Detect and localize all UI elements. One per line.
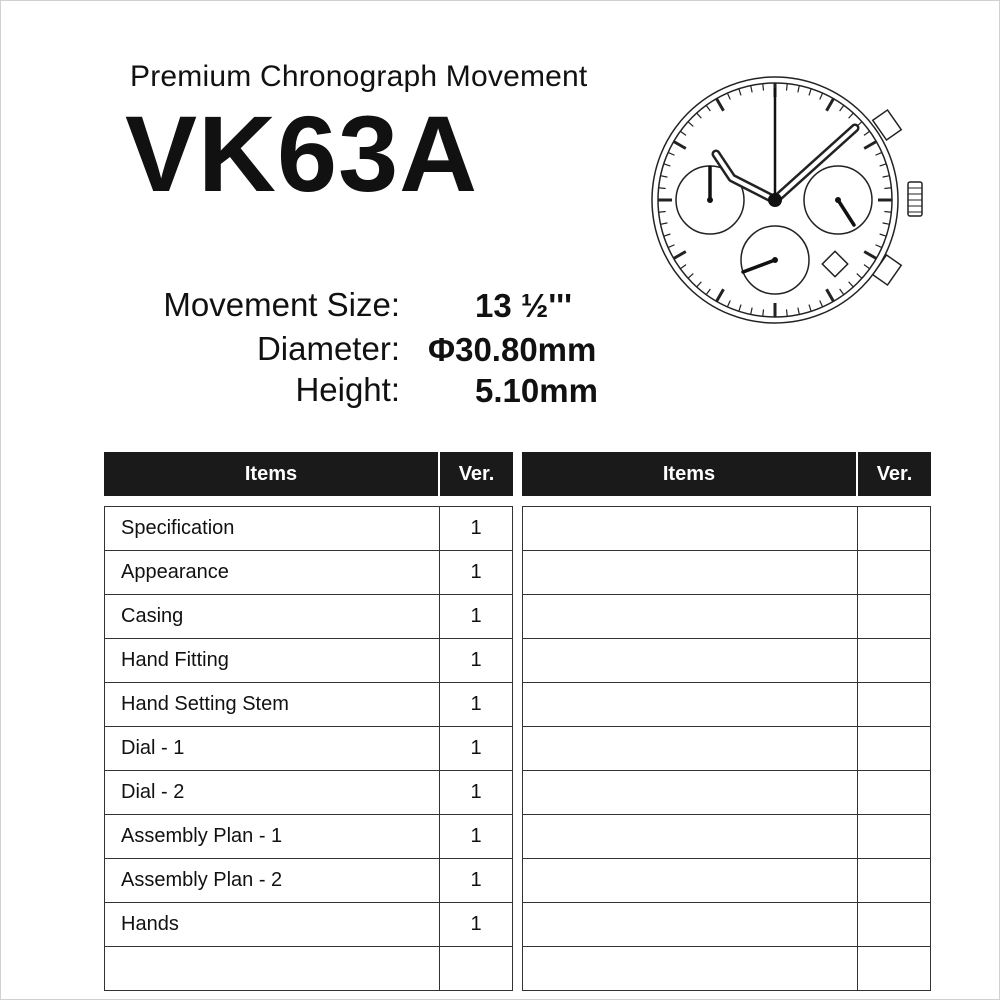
item-cell	[522, 947, 858, 991]
dial-tick	[680, 265, 686, 269]
version-cell	[858, 859, 931, 903]
version-cell: 1	[440, 771, 513, 815]
table-row	[104, 771, 513, 815]
dial-tick	[706, 289, 710, 295]
table-row	[522, 815, 931, 859]
dial-tick	[668, 152, 674, 155]
version-cell: 1	[440, 551, 513, 595]
item-cell	[522, 859, 858, 903]
table-row	[522, 859, 931, 903]
table-row	[104, 903, 513, 947]
table-row	[522, 903, 931, 947]
dial-tick	[697, 282, 702, 287]
right-items-table	[522, 452, 931, 991]
right-table-spacer	[522, 496, 931, 506]
dial-tick	[864, 252, 876, 259]
spec-label-height: Height:	[295, 371, 400, 408]
dial-tick	[827, 289, 834, 301]
left-items-table	[104, 452, 513, 991]
dial-tick	[840, 289, 844, 295]
version-cell	[858, 815, 931, 859]
dial-tick	[659, 188, 666, 189]
item-cell: Hand Fitting	[104, 639, 440, 683]
left-table-spacer	[104, 496, 513, 506]
dial-tick	[739, 305, 741, 312]
document-subtitle: Premium Chronograph Movement	[130, 60, 588, 93]
dial-tick	[798, 308, 799, 315]
left-items-header: Items	[104, 452, 440, 496]
date-window	[822, 251, 847, 276]
dial-tick	[727, 300, 730, 306]
version-cell: 1	[440, 815, 513, 859]
spec-label-movement-size: Movement Size:	[163, 286, 400, 323]
dial-tick	[674, 252, 686, 259]
table-row	[104, 947, 513, 991]
item-cell: Assembly Plan - 1	[104, 815, 440, 859]
version-cell	[858, 639, 931, 683]
table-row	[522, 506, 931, 551]
dial-tick	[706, 105, 710, 111]
table-row	[522, 683, 931, 727]
dial-tick	[763, 84, 764, 91]
dial-tick	[727, 93, 730, 99]
dial-tick	[751, 86, 752, 93]
item-cell	[522, 727, 858, 771]
item-cell: Hands	[104, 903, 440, 947]
item-cell	[522, 506, 858, 551]
item-cell: Casing	[104, 595, 440, 639]
spec-value-movement-size: 13 ½'''	[475, 287, 572, 324]
dial-tick	[820, 300, 823, 306]
table-row	[104, 639, 513, 683]
table-row	[104, 595, 513, 639]
dial-tick	[659, 211, 666, 212]
chronograph-watch-dial-icon	[640, 70, 940, 340]
dial-tick	[884, 211, 891, 212]
version-cell	[858, 771, 931, 815]
item-cell	[522, 903, 858, 947]
dial-tick	[864, 142, 876, 149]
version-cell	[858, 903, 931, 947]
crown	[908, 182, 922, 216]
item-cell: Assembly Plan - 2	[104, 859, 440, 903]
item-cell: Dial - 1	[104, 727, 440, 771]
dial-tick	[668, 245, 674, 248]
spec-label-diameter: Diameter:	[256, 330, 400, 367]
version-cell: 1	[440, 506, 513, 551]
item-cell	[522, 771, 858, 815]
table-row	[522, 947, 931, 991]
dial-tick	[688, 274, 693, 279]
dial-tick	[857, 274, 862, 279]
version-cell: 1	[440, 859, 513, 903]
dial-tick	[798, 86, 799, 93]
dial-tick	[664, 164, 671, 166]
version-cell	[858, 727, 931, 771]
dial-tick	[827, 99, 834, 111]
dial-tick	[717, 289, 724, 301]
table-row	[522, 551, 931, 595]
item-cell	[522, 683, 858, 727]
dial-tick	[717, 99, 724, 111]
dial-tick	[820, 93, 823, 99]
dial-tick	[883, 223, 890, 224]
item-cell	[522, 551, 858, 595]
version-cell: 1	[440, 639, 513, 683]
dial-tick	[661, 223, 668, 224]
table-row	[522, 727, 931, 771]
table-row	[104, 683, 513, 727]
table-row	[104, 859, 513, 903]
dial-tick	[751, 308, 752, 315]
dial-tick	[809, 89, 811, 96]
table-row	[522, 595, 931, 639]
spec-value-diameter: Φ30.80mm	[428, 331, 597, 368]
dial-tick	[674, 142, 686, 149]
dial-tick	[786, 309, 787, 316]
version-cell	[858, 551, 931, 595]
right-ver-header: Ver.	[858, 452, 931, 496]
dial-tick	[849, 113, 854, 118]
dial-tick	[864, 131, 870, 135]
item-cell: Appearance	[104, 551, 440, 595]
version-cell	[858, 947, 931, 991]
version-cell	[858, 683, 931, 727]
version-cell	[858, 595, 931, 639]
dial-tick	[739, 89, 741, 96]
item-cell	[522, 595, 858, 639]
table-row	[104, 727, 513, 771]
right-items-header: Items	[522, 452, 858, 496]
dial-tick	[880, 234, 887, 236]
item-cell: Dial - 2	[104, 771, 440, 815]
item-cell	[104, 947, 440, 991]
version-cell: 1	[440, 903, 513, 947]
version-cell	[440, 947, 513, 991]
dial-tick	[680, 131, 686, 135]
dial-tick	[849, 282, 854, 287]
dial-tick	[875, 245, 881, 248]
dial-tick	[688, 122, 693, 127]
table-row	[104, 551, 513, 595]
dial-tick	[864, 265, 870, 269]
dial-tick	[840, 105, 844, 111]
item-cell: Hand Setting Stem	[104, 683, 440, 727]
dial-tick	[786, 84, 787, 91]
version-cell: 1	[440, 727, 513, 771]
table-row	[522, 771, 931, 815]
dial-tick	[763, 309, 764, 316]
item-cell: Specification	[104, 506, 440, 551]
dial-tick	[880, 164, 887, 166]
dial-tick	[809, 305, 811, 312]
hour-hand	[716, 154, 775, 200]
dial-tick	[884, 188, 891, 189]
item-cell	[522, 815, 858, 859]
model-title: VK63A	[125, 93, 479, 214]
table-row	[104, 506, 513, 551]
dial-tick	[875, 152, 881, 155]
version-cell	[858, 506, 931, 551]
spec-value-height: 5.10mm	[475, 372, 598, 409]
item-cell	[522, 639, 858, 683]
version-cell: 1	[440, 683, 513, 727]
left-ver-header: Ver.	[440, 452, 513, 496]
subdial-right-hand	[838, 200, 854, 225]
dial-tick	[883, 176, 890, 177]
dial-tick	[697, 113, 702, 118]
version-cell: 1	[440, 595, 513, 639]
pusher-bottom	[873, 255, 902, 285]
dial-tick	[664, 234, 671, 236]
table-row	[104, 815, 513, 859]
pusher-top	[873, 110, 902, 140]
subdial-bottom-hand	[743, 260, 775, 272]
table-row	[522, 639, 931, 683]
dial-tick	[661, 176, 668, 177]
